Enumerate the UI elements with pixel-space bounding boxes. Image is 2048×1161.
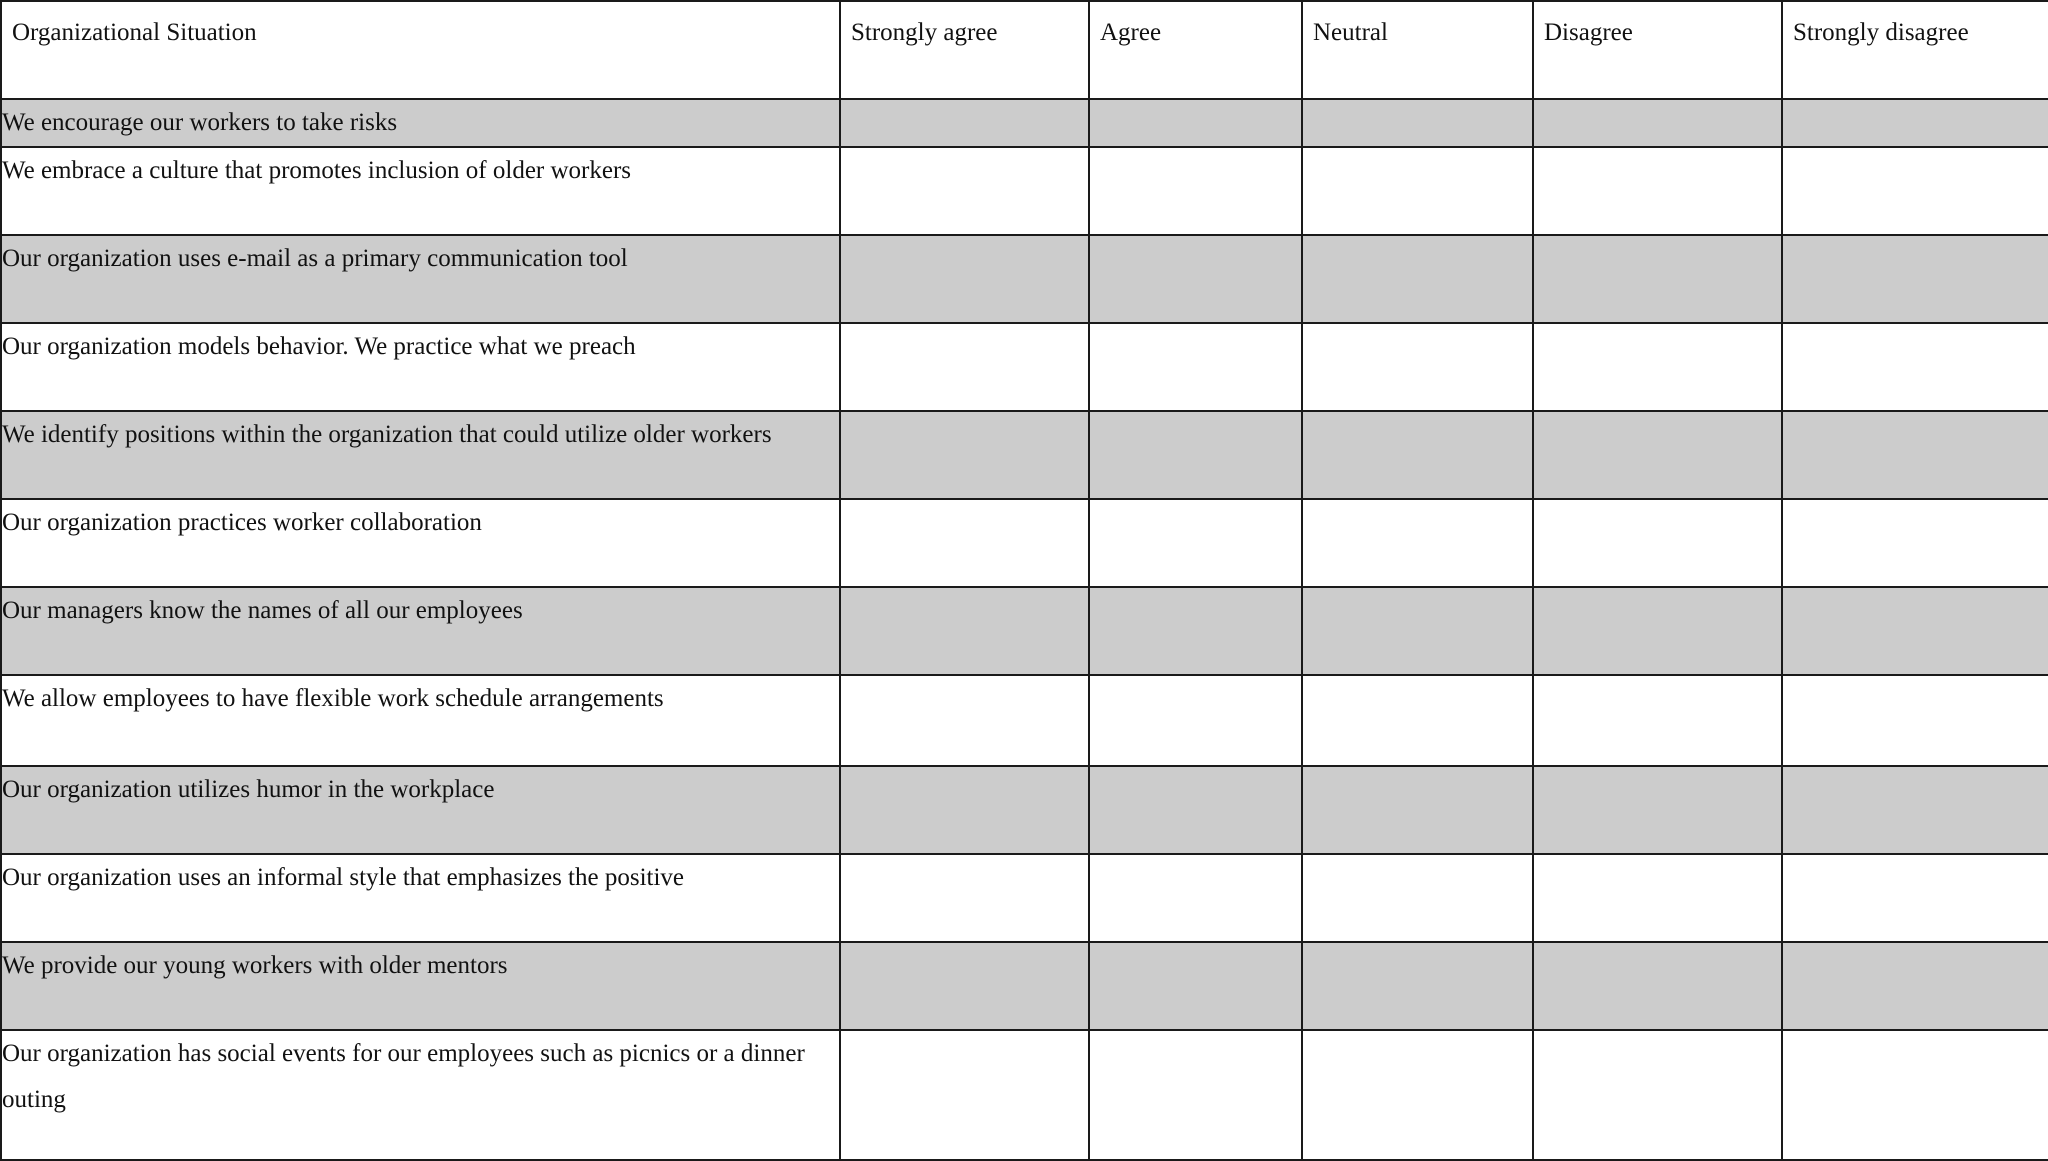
answer-cell-neutral[interactable]: [1302, 675, 1533, 766]
answer-cell-agree[interactable]: [1089, 766, 1302, 854]
answer-cell-neutral[interactable]: [1302, 587, 1533, 675]
answer-cell-agree[interactable]: [1089, 675, 1302, 766]
table-row: [1, 235, 2048, 323]
answer-cell-strongly-disagree[interactable]: [1782, 147, 2048, 235]
answer-cell-disagree[interactable]: [1533, 675, 1782, 766]
situation-text: We identify positions within the organization that could utilize older workers: [1, 411, 840, 499]
answer-cell-neutral[interactable]: [1302, 99, 1533, 147]
situation-text: Our organization uses e-mail as a primary communication tool: [1, 235, 840, 323]
answer-cell-disagree[interactable]: [1533, 411, 1782, 499]
answer-cell-strongly-disagree[interactable]: [1782, 1030, 2048, 1160]
table-row: [1, 499, 2048, 587]
answer-cell-agree[interactable]: [1089, 99, 1302, 147]
answer-cell-strongly-disagree[interactable]: [1782, 675, 2048, 766]
answer-cell-neutral[interactable]: [1302, 766, 1533, 854]
table-row: [1, 411, 2048, 499]
table-row: [1, 323, 2048, 411]
situation-text: Our organization models behavior. We practice what we preach: [1, 323, 840, 411]
situation-text: We allow employees to have flexible work schedule arrangements: [1, 675, 840, 766]
answer-cell-strongly-agree[interactable]: [840, 766, 1089, 854]
column-header-strongly-agree: Strongly agree: [840, 1, 1089, 99]
answer-cell-strongly-disagree[interactable]: [1782, 235, 2048, 323]
column-header-agree: Agree: [1089, 1, 1302, 99]
answer-cell-strongly-agree[interactable]: [840, 323, 1089, 411]
answer-cell-neutral[interactable]: [1302, 411, 1533, 499]
table-row: [1, 675, 2048, 766]
answer-cell-strongly-disagree[interactable]: [1782, 854, 2048, 942]
answer-cell-strongly-disagree[interactable]: [1782, 411, 2048, 499]
table-row: [1, 854, 2048, 942]
column-header-strongly-disagree: Strongly disagree: [1782, 1, 2048, 99]
table-row: [1, 942, 2048, 1030]
situation-text: Our organization uses an informal style that emphasizes the positive: [1, 854, 840, 942]
answer-cell-disagree[interactable]: [1533, 323, 1782, 411]
column-header-neutral: Neutral: [1302, 1, 1533, 99]
answer-cell-disagree[interactable]: [1533, 942, 1782, 1030]
answer-cell-agree[interactable]: [1089, 942, 1302, 1030]
answer-cell-disagree[interactable]: [1533, 147, 1782, 235]
answer-cell-agree[interactable]: [1089, 147, 1302, 235]
answer-cell-disagree[interactable]: [1533, 766, 1782, 854]
situation-text: Our managers know the names of all our employees: [1, 587, 840, 675]
table-row: [1, 1030, 2048, 1160]
answer-cell-strongly-disagree[interactable]: [1782, 99, 2048, 147]
answer-cell-agree[interactable]: [1089, 587, 1302, 675]
answer-cell-agree[interactable]: [1089, 411, 1302, 499]
answer-cell-strongly-agree[interactable]: [840, 99, 1089, 147]
answer-cell-agree[interactable]: [1089, 323, 1302, 411]
answer-cell-strongly-disagree[interactable]: [1782, 499, 2048, 587]
answer-cell-disagree[interactable]: [1533, 235, 1782, 323]
answer-cell-agree[interactable]: [1089, 235, 1302, 323]
table-row: [1, 587, 2048, 675]
answer-cell-neutral[interactable]: [1302, 854, 1533, 942]
situation-text: We provide our young workers with older mentors: [1, 942, 840, 1030]
table-row: [1, 147, 2048, 235]
answer-cell-disagree[interactable]: [1533, 587, 1782, 675]
answer-cell-neutral[interactable]: [1302, 235, 1533, 323]
column-header-disagree: Disagree: [1533, 1, 1782, 99]
answer-cell-neutral[interactable]: [1302, 147, 1533, 235]
answer-cell-neutral[interactable]: [1302, 323, 1533, 411]
answer-cell-disagree[interactable]: [1533, 99, 1782, 147]
answer-cell-strongly-disagree[interactable]: [1782, 587, 2048, 675]
header-row: [1, 1, 2048, 99]
answer-cell-disagree[interactable]: [1533, 1030, 1782, 1160]
answer-cell-strongly-agree[interactable]: [840, 235, 1089, 323]
answer-cell-strongly-disagree[interactable]: [1782, 942, 2048, 1030]
answer-cell-disagree[interactable]: [1533, 499, 1782, 587]
answer-cell-strongly-agree[interactable]: [840, 675, 1089, 766]
answer-cell-neutral[interactable]: [1302, 1030, 1533, 1160]
answer-cell-strongly-agree[interactable]: [840, 1030, 1089, 1160]
answer-cell-strongly-agree[interactable]: [840, 147, 1089, 235]
situation-text: Our organization utilizes humor in the workplace: [1, 766, 840, 854]
table-row: [1, 99, 2048, 147]
answer-cell-strongly-agree[interactable]: [840, 587, 1089, 675]
answer-cell-agree[interactable]: [1089, 499, 1302, 587]
answer-cell-neutral[interactable]: [1302, 499, 1533, 587]
answer-cell-strongly-agree[interactable]: [840, 854, 1089, 942]
answer-cell-strongly-disagree[interactable]: [1782, 766, 2048, 854]
answer-cell-strongly-agree[interactable]: [840, 499, 1089, 587]
answer-cell-agree[interactable]: [1089, 854, 1302, 942]
situation-text: Our organization has social events for our employees such as picnics or a dinner outing: [1, 1030, 840, 1160]
situation-text: We encourage our workers to take risks: [1, 99, 840, 147]
situation-text: We embrace a culture that promotes inclusion of older workers: [1, 147, 840, 235]
answer-cell-strongly-disagree[interactable]: [1782, 323, 2048, 411]
answer-cell-disagree[interactable]: [1533, 854, 1782, 942]
table-row: [1, 766, 2048, 854]
answer-cell-neutral[interactable]: [1302, 942, 1533, 1030]
answer-cell-strongly-agree[interactable]: [840, 411, 1089, 499]
column-header-situation: Organizational Situation: [1, 1, 840, 99]
answer-cell-strongly-agree[interactable]: [840, 942, 1089, 1030]
answer-cell-agree[interactable]: [1089, 1030, 1302, 1160]
situation-text: Our organization practices worker collaboration: [1, 499, 840, 587]
